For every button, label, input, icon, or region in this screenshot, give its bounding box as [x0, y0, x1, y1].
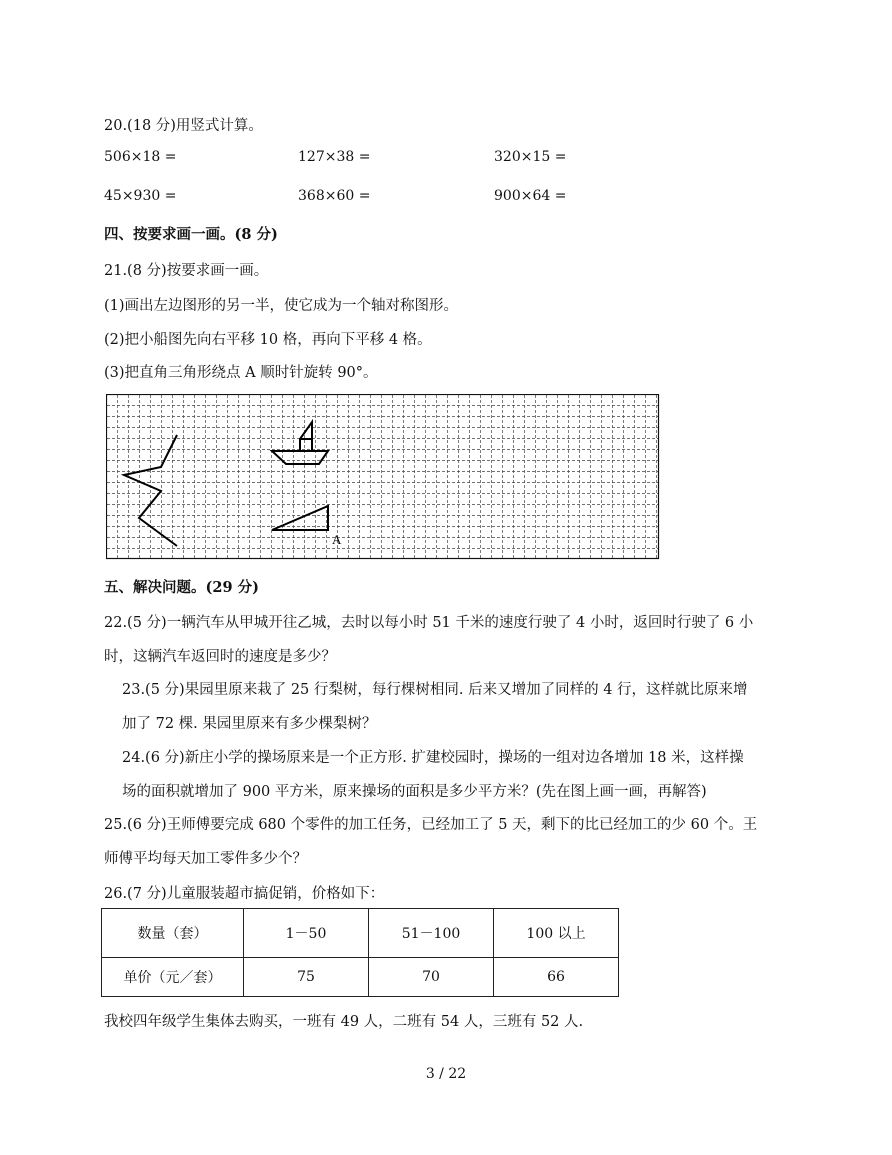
q23-line2: 加了 72 棵. 果园里原来有多少棵梨树？ [122, 716, 377, 732]
price-table [101, 908, 619, 997]
q22-line1: 22.(5 分)一辆汽车从甲城开往乙城，去时以每小时 51 千米的速度行驶了 4 小时，返回时行驶了 6 小 [104, 615, 754, 631]
section4-heading: 四、按要求画一画。(8 分) [104, 226, 278, 243]
q25-line1: 25.(6 分)王师傅要完成 680 个零件的加工任务，已经加工了 5 天，剩下的比已经加工的少 60 个。王 [104, 817, 758, 833]
table-row [102, 958, 619, 997]
table-cell: 51－100 [369, 909, 494, 958]
page-number: 3 / 22 [425, 1066, 467, 1082]
table-cell: 1－50 [244, 909, 369, 958]
q25-line2: 师傅平均每天加工零件多少个？ [104, 851, 307, 867]
point-a-label: A [332, 532, 342, 547]
q21-item-2: (2)把小船图先向右平移 10 格，再向下平移 4 格。 [104, 332, 432, 348]
q24-line2: 场的面积就增加了 900 平方米，原来操场的面积是多少平方米？(先在图上画一画，再解答) [122, 784, 707, 800]
table-row [102, 909, 619, 958]
calc-5: 368×60 = [298, 188, 371, 204]
table-cell: 70 [369, 958, 494, 997]
q21-item-3: (3)把直角三角形绕点 A 顺时针旋转 90°。 [104, 365, 378, 381]
q24-line1: 24.(6 分)新庄小学的操场原来是一个正方形. 扩建校园时，操场的一组对边各增加 18 米，这样操 [122, 750, 744, 766]
q22-line2: 时，这辆汽车返回时的速度是多少？ [104, 649, 336, 665]
q21-title: 21.(8 分)按要求画一画。 [104, 263, 269, 279]
grid-border [107, 395, 659, 559]
table-cell: 数量（套） [102, 909, 244, 958]
q26-after: 我校四年级学生集体去购买，一班有 49 人，二班有 54 人，三班有 52 人. [104, 1014, 584, 1030]
q21-item-1: (1)画出左边图形的另一半，使它成为一个轴对称图形。 [104, 298, 459, 314]
calc-1: 506×18 = [104, 149, 177, 165]
boat-shape [272, 422, 328, 464]
calc-2: 127×38 = [298, 149, 371, 165]
q20-title: 20.(18 分)用竖式计算。 [104, 118, 263, 134]
table-cell: 100 以上 [494, 909, 619, 958]
section5-heading: 五、解决问题。(29 分) [104, 579, 259, 596]
calc-3: 320×15 = [494, 149, 567, 165]
drawing-grid [106, 394, 660, 560]
q23-line1: 23.(5 分)果园里原来栽了 25 行梨树，每行棵树相同. 后来又增加了同样的 4 行，这样就比原来增 [122, 682, 748, 698]
calc-6: 900×64 = [494, 188, 567, 204]
table-cell: 单价（元／套） [102, 958, 244, 997]
grid-lines [107, 395, 658, 558]
calc-4: 45×930 = [104, 188, 177, 204]
q26-title: 26.(7 分)儿童服装超市搞促销，价格如下： [104, 886, 385, 902]
table-cell: 75 [244, 958, 369, 997]
table-cell: 66 [494, 958, 619, 997]
